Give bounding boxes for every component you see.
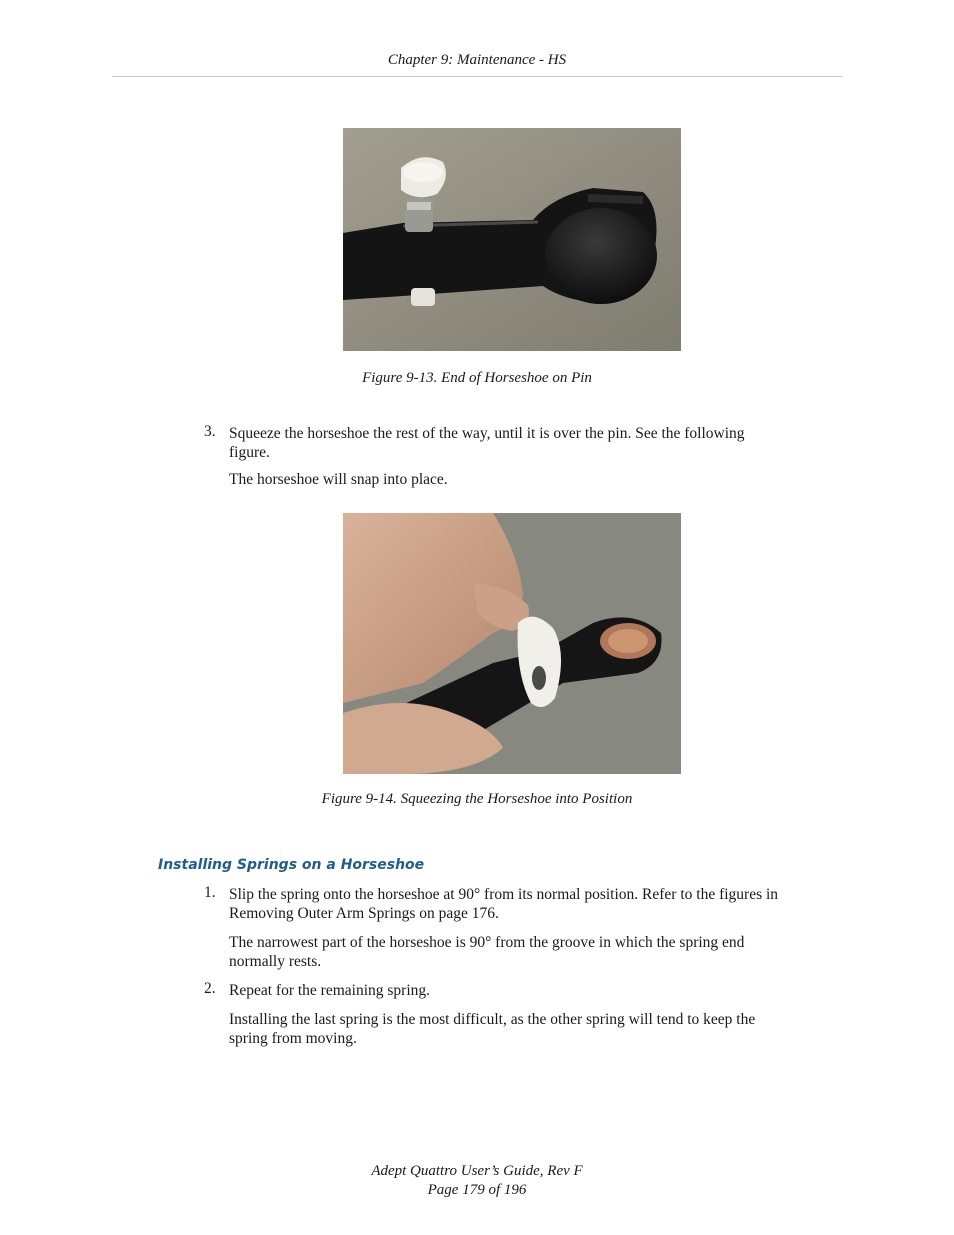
step-text [229, 424, 844, 462]
footer-title: Adept Quattro User’s Guide, Rev F [371, 1163, 583, 1179]
figure-squeezing-horseshoe [343, 513, 681, 774]
step-text-line: Squeeze the horseshoe the rest of the way, until it is over the pin. See the following [229, 425, 745, 442]
figure-horseshoe-on-pin [343, 128, 681, 351]
step-note [229, 1010, 844, 1048]
step-text-line: figure. [229, 444, 270, 461]
step-text-line: Removing Outer Arm Springs on page 176. [229, 905, 499, 922]
horseshoe-on-pin-photo [343, 128, 681, 351]
step-note: The horseshoe will snap into place. [229, 471, 448, 488]
step-note-line: The narrowest part of the horseshoe is 90° from the groove in which the spring end [229, 934, 745, 951]
step-number: 1. [204, 884, 216, 901]
section-heading: Installing Springs on a Horseshoe [158, 857, 425, 873]
running-header: Chapter 9: Maintenance - HS [387, 52, 567, 68]
page-number: Page 179 of 196 [427, 1182, 527, 1198]
step-note-line: normally rests. [229, 953, 322, 970]
step-text-line: Slip the spring onto the horseshoe at 90° from its normal position. Refer to the figures in [229, 886, 779, 903]
header-rule [112, 76, 842, 77]
figure-caption: Figure 9-14. Squeezing the Horseshoe into Position [321, 791, 633, 807]
step-text [229, 885, 844, 923]
step-number: 3. [204, 423, 216, 440]
squeezing-horseshoe-photo [343, 513, 681, 774]
step-note-line: Installing the last spring is the most difficult, as the other spring will tend to keep the [229, 1011, 756, 1028]
step-note [229, 933, 844, 971]
step-number: 2. [204, 980, 216, 997]
step-note-line: spring from moving. [229, 1030, 357, 1047]
step-text: Repeat for the remaining spring. [229, 982, 431, 999]
figure-caption: Figure 9-13. End of Horseshoe on Pin [362, 370, 592, 386]
